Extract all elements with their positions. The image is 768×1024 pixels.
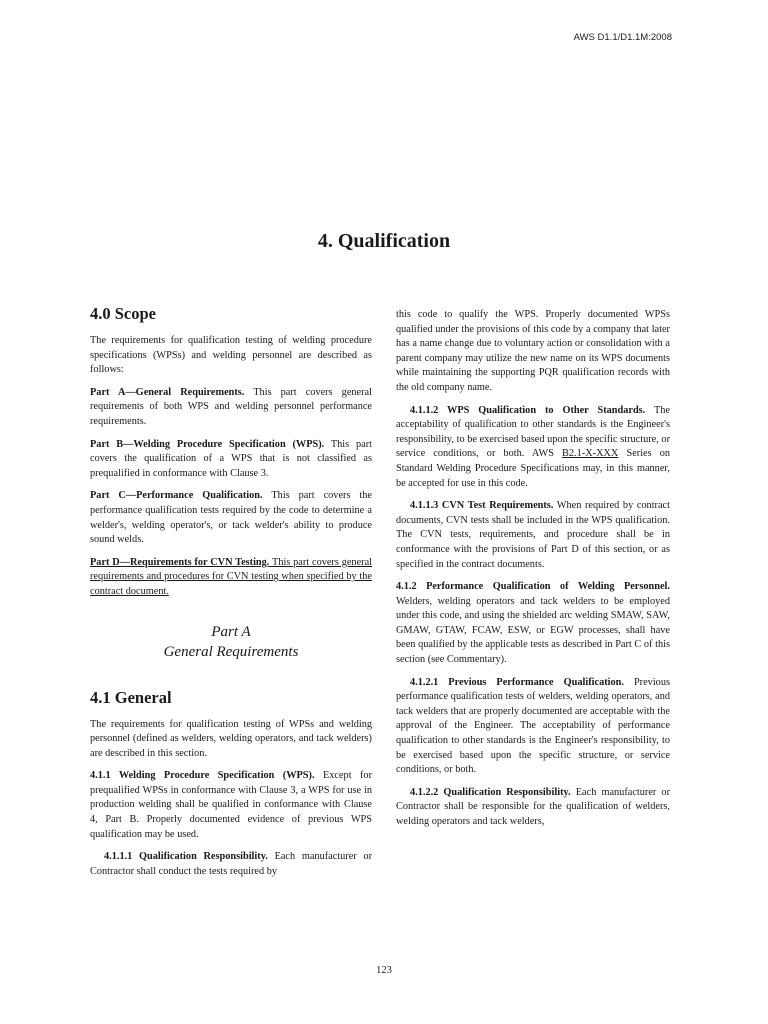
part-a-label: Part A—General Requirements. xyxy=(90,386,245,398)
section-4-1-2-1-label: 4.1.2.1 Previous Performance Qualification. xyxy=(410,676,624,688)
page-number: 123 xyxy=(376,965,392,976)
running-head: AWS D1.1/D1.1M:2008 xyxy=(573,32,672,43)
left-column xyxy=(90,304,372,887)
continued-text: this code to qualify the WPS. Properly documented WPSs qualified under the provisions of this code by a company that later has a name change due to voluntary action or consolidation with a parent company may utilize the new name on its WPS documents while maintaining the supporting PQR qualification records with the old company name. xyxy=(396,309,670,393)
part-c-label: Part C—Performance Qualification. xyxy=(90,490,263,502)
part-a-heading-line2: General Requirements xyxy=(163,643,299,660)
scope-intro: The requirements for qualification testing of welding procedure specifications (WPSs) and welding personnel are described as follows: xyxy=(90,335,372,376)
section-4-1-2-text: Welders, welding operators and tack welders to be employed under this code, and using the shielded arc welding SMAW, SAW, GMAW, GTAW, FCAW, ESW, or EGW processes, shall have been qualified by the applicable tests as described in Part C of this section (see Commentary). xyxy=(396,595,670,666)
general-heading: 4.1 General xyxy=(90,687,172,707)
section-4-1-1-1 xyxy=(90,850,372,879)
section-4-1-2-1 xyxy=(396,676,670,778)
part-a-heading xyxy=(90,622,372,662)
section-4-1-1-3-label: 4.1.1.3 CVN Test Requirements. xyxy=(410,500,554,512)
standard-reference: B2.1-X-XXX xyxy=(562,448,619,460)
part-a-text: This part covers general requirements of both WPS and welding personnel performance requirements. xyxy=(90,386,372,427)
chapter-title: 4. Qualification xyxy=(317,230,451,252)
section-4-1-1-label: 4.1.1 Welding Procedure Specification (WPS). xyxy=(90,770,315,782)
section-4-1-2 xyxy=(396,580,670,668)
section-4-1-1-2-text-b: Series on Standard Welding Procedure Specifications may, in this manner, be accepted for use in this code. xyxy=(396,448,671,489)
part-d-label: Part D—Requirements for CVN Testing. xyxy=(90,556,270,568)
section-4-1-1-2-text-a: The acceptability of qualification to other standards is the Engineer's responsibility, to be exercised based upon the specific structure, or service conditions, or both. AWS xyxy=(396,404,670,460)
section-4-1-1-1-label: 4.1.1.1 Qualification Responsibility. xyxy=(104,851,268,863)
section-4-1-1-2-label: 4.1.1.2 WPS Qualification to Other Standards. xyxy=(410,404,646,416)
section-4-1-2-2 xyxy=(396,786,670,830)
section-4-1-2-label: 4.1.2 Performance Qualification of Welding Personnel. xyxy=(396,581,670,593)
part-c-paragraph xyxy=(90,489,372,547)
section-4-1-1 xyxy=(90,769,372,842)
section-4-1-1-1-text: Each manufacturer or Contractor shall conduct the tests required by xyxy=(90,851,373,877)
section-4-1-1-2 xyxy=(396,404,670,492)
part-b-text: This part covers the qualification of a WPS that is not classified as prequalified in conformance with Clause 3. xyxy=(90,438,372,479)
part-b-label: Part B—Welding Procedure Specification (WPS). xyxy=(90,438,325,450)
section-4-1-2-2-text: Each manufacturer or Contractor shall be responsible for the qualification of welders, welding operators and tack welders, xyxy=(396,786,670,827)
part-a-heading-line1: Part A xyxy=(211,623,251,640)
section-4-1-1-3 xyxy=(396,499,670,572)
right-column xyxy=(396,308,670,838)
scope-heading: 4.0 Scope xyxy=(90,304,156,323)
section-4-1-2-1-text: Previous performance qualification tests of welders, welding operators, and tack welders that are properly documented are acceptable with the approval of the Engineer. The acceptability of performance qualification to other standards is the Engineer's responsibility, to be exercised based upon the specific structure, or service conditions, or both. xyxy=(396,676,670,776)
part-d-paragraph xyxy=(90,556,372,600)
section-4-1-2-2-label: 4.1.2.2 Qualification Responsibility. xyxy=(410,786,571,798)
part-a-paragraph xyxy=(90,386,372,430)
part-c-text: This part covers the performance qualification tests required by the code to determine a welder's, welding operator's, or tack welder's ability to produce sound welds. xyxy=(90,490,372,546)
section-4-1-1-text: Except for prequalified WPSs in conformance with Clause 3, a WPS for use in production welding shall be qualified in conformance with Clause 4, Part B. Properly documented evidence of previous WPS qualification may be used. xyxy=(90,770,372,840)
general-text: The requirements for qualification testing of WPSs and welding personnel (defined as welders, welding operators, and tack welders) are described in this section. xyxy=(90,718,372,759)
part-d-text: This part covers general requirements and procedures for CVN testing when specified by the contract document. xyxy=(90,556,372,597)
part-b-paragraph xyxy=(90,438,372,482)
section-4-1-1-3-text: When required by contract documents, CVN tests shall be included in the WPS qualification. The CVN tests, requirements, and procedure shall be in conformance with the provisions of Part D of this section, or as specified in the contract documents. xyxy=(396,500,670,570)
